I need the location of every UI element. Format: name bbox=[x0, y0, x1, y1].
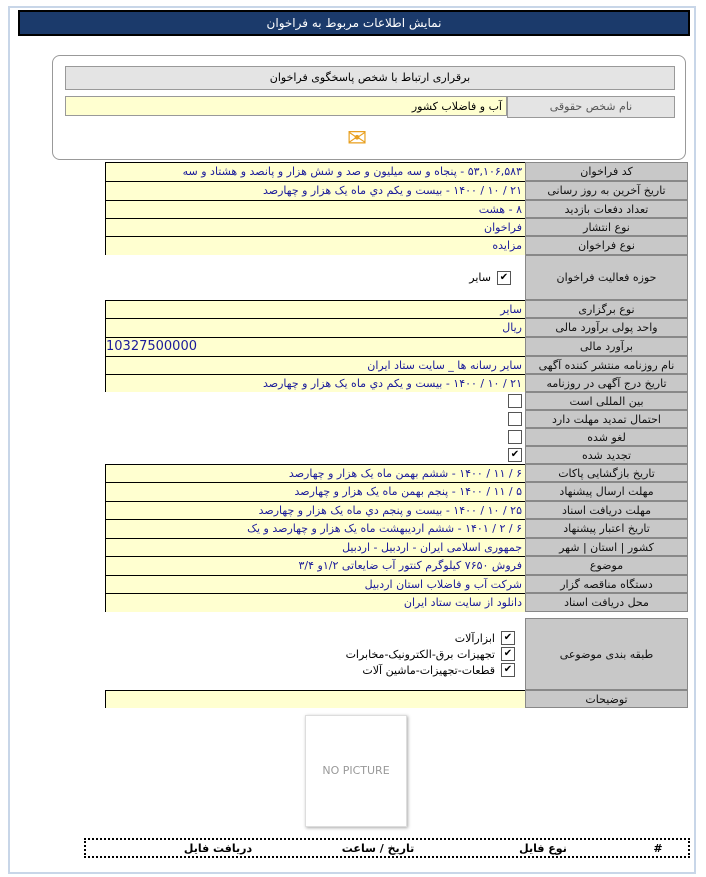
checkbox[interactable] bbox=[508, 394, 522, 408]
files-table-header bbox=[84, 838, 690, 858]
checkbox[interactable]: ✔ bbox=[501, 631, 515, 645]
field-label: مهلت ارسال پیشنهاد bbox=[525, 482, 688, 501]
field-value: ۲۱ / ۱۰ / ۱۴۰۰ - بیست و یکم دي ماه یک هزار و چهارصد bbox=[105, 181, 525, 200]
field-value: ۸ - هشت bbox=[105, 200, 525, 218]
field-row bbox=[105, 337, 688, 356]
field-label: برآورد مالی bbox=[525, 337, 688, 356]
field-label: دستگاه مناقصه گزار bbox=[525, 575, 688, 593]
field-label: طبقه بندی موضوعی bbox=[525, 618, 688, 690]
field-value: سایر bbox=[105, 300, 525, 318]
field-row bbox=[105, 162, 688, 181]
field-row bbox=[105, 556, 688, 575]
field-row bbox=[105, 410, 688, 428]
field-value: ۵ / ۱۱ / ۱۴۰۰ - پنجم بهمن ماه یک هزار و چهارصد bbox=[105, 482, 525, 501]
field-label: تاریخ بازگشایی پاکات bbox=[525, 464, 688, 482]
field-label: واحد پولی برآورد مالی bbox=[525, 318, 688, 337]
field-label: احتمال تمدید مهلت دارد bbox=[525, 410, 688, 428]
field-value: فراخوان bbox=[105, 218, 525, 236]
field-row bbox=[105, 575, 688, 593]
col-download: دریافت فایل bbox=[183, 841, 253, 855]
checkbox[interactable]: ✔ bbox=[501, 647, 515, 661]
checkbox[interactable]: ✔ bbox=[497, 271, 511, 285]
checkbox[interactable]: ✔ bbox=[501, 663, 515, 677]
field-row bbox=[105, 519, 688, 538]
field-label: کد فراخوان bbox=[525, 162, 688, 181]
field-row bbox=[105, 300, 688, 318]
checkbox[interactable] bbox=[508, 430, 522, 444]
field-value: شرکت آب و فاضلاب استان اردبیل bbox=[105, 575, 525, 593]
checkbox-cell bbox=[105, 446, 525, 464]
field-row bbox=[105, 428, 688, 446]
checkbox[interactable]: ✔ bbox=[508, 448, 522, 462]
field-value: سایر رسانه ها _ سایت ستاد ایران bbox=[105, 356, 525, 374]
field-label: نوع برگزاری bbox=[525, 300, 688, 318]
field-value: مزایده bbox=[105, 236, 525, 255]
field-label: لغو شده bbox=[525, 428, 688, 446]
field-label: محل دریافت اسناد bbox=[525, 593, 688, 612]
checkbox-cell bbox=[105, 392, 525, 410]
category-label: قطعات-تجهیزات-ماشین آلات bbox=[362, 663, 495, 677]
field-value: ۲۵ / ۱۰ / ۱۴۰۰ - بیست و پنجم دي ماه یک هزار و چهارصد bbox=[105, 501, 525, 519]
category-item bbox=[455, 630, 515, 646]
checkbox-cell bbox=[105, 428, 525, 446]
field-label: نام روزنامه منتشر کننده آگهی bbox=[525, 356, 688, 374]
field-row bbox=[105, 255, 688, 300]
page-title: نمایش اطلاعات مربوط به فراخوان bbox=[18, 10, 690, 36]
field-row bbox=[105, 501, 688, 519]
field-row bbox=[105, 374, 688, 392]
field-value: ۲۱ / ۱۰ / ۱۴۰۰ - بیست و یکم دي ماه یک هزار و چهارصد bbox=[105, 374, 525, 392]
field-row bbox=[105, 593, 688, 612]
field-label: نوع فراخوان bbox=[525, 236, 688, 255]
field-row bbox=[105, 392, 688, 410]
field-label: بین المللی است bbox=[525, 392, 688, 410]
field-label: موضوع bbox=[525, 556, 688, 575]
activity-label: سایر bbox=[469, 271, 491, 284]
field-label: تاریخ درج آگهی در روزنامه bbox=[525, 374, 688, 392]
field-row bbox=[105, 218, 688, 236]
category-label: تجهیزات برق-الکترونیک-مخابرات bbox=[345, 647, 495, 661]
field-row bbox=[105, 318, 688, 337]
field-row bbox=[105, 538, 688, 556]
contact-title: برقراری ارتباط با شخص پاسخگوی فراخوان bbox=[65, 66, 675, 90]
field-label: تاریخ اعتبار پیشنهاد bbox=[525, 519, 688, 538]
category-row bbox=[105, 618, 688, 690]
field-row bbox=[105, 482, 688, 501]
col-number: # bbox=[653, 841, 663, 855]
field-value: ۶ / ۱۱ / ۱۴۰۰ - ششم بهمن ماه یک هزار و چهارصد bbox=[105, 464, 525, 482]
field-label: تجدید شده bbox=[525, 446, 688, 464]
category-label: ابزارآلات bbox=[454, 631, 495, 645]
email-icon[interactable]: ✉ bbox=[347, 124, 368, 152]
field-value: جمهوری اسلامی ایران - اردبیل - اردبیل bbox=[105, 538, 525, 556]
field-row bbox=[105, 236, 688, 255]
activity-field bbox=[105, 255, 525, 300]
checkbox-cell bbox=[105, 410, 525, 428]
field-row bbox=[105, 446, 688, 464]
field-row bbox=[105, 181, 688, 200]
field-label: حوزه فعالیت فراخوان bbox=[525, 255, 688, 300]
legal-person-value: آب و فاضلاب کشور bbox=[65, 96, 507, 116]
category-list bbox=[105, 618, 525, 690]
col-date-time: تاریخ / ساعت bbox=[341, 841, 415, 855]
field-value: دانلود از سایت ستاد ایران bbox=[105, 593, 525, 612]
field-label: کشور | استان | شهر bbox=[525, 538, 688, 556]
field-row bbox=[105, 200, 688, 218]
field-value: ۵۳,۱۰۶,۵۸۳ - پنجاه و سه میلیون و صد و شش هزار و پانصد و هشتاد و سه bbox=[105, 162, 525, 181]
field-label: توضیحات bbox=[525, 690, 688, 708]
notes-value bbox=[105, 690, 525, 708]
category-item bbox=[362, 662, 515, 678]
no-picture-image: NO PICTURE bbox=[305, 715, 407, 827]
field-label: تعداد دفعات بازدید bbox=[525, 200, 688, 218]
field-label: تاریخ آخرین به روز رسانی bbox=[525, 181, 688, 200]
col-file-type: نوع فایل bbox=[519, 841, 567, 855]
field-label: نوع انتشار bbox=[525, 218, 688, 236]
legal-person-label: نام شخص حقوقی bbox=[507, 96, 675, 118]
contact-box bbox=[52, 55, 686, 160]
checkbox[interactable] bbox=[508, 412, 522, 426]
notes-row bbox=[105, 690, 688, 708]
field-value: ۶ / ۲ / ۱۴۰۱ - ششم اردیبهشت ماه یک هزار و چهارصد و یک bbox=[105, 519, 525, 538]
field-row bbox=[105, 356, 688, 374]
field-value: ریال bbox=[105, 318, 525, 337]
field-value: 10327500000 bbox=[105, 337, 525, 356]
field-value: فروش ۷۶۵۰ کیلوگرم کنتور آب ضایعاتی ۱/۲و ۳/۴ bbox=[105, 556, 525, 575]
category-item bbox=[346, 646, 515, 662]
field-row bbox=[105, 464, 688, 482]
field-label: مهلت دریافت اسناد bbox=[525, 501, 688, 519]
